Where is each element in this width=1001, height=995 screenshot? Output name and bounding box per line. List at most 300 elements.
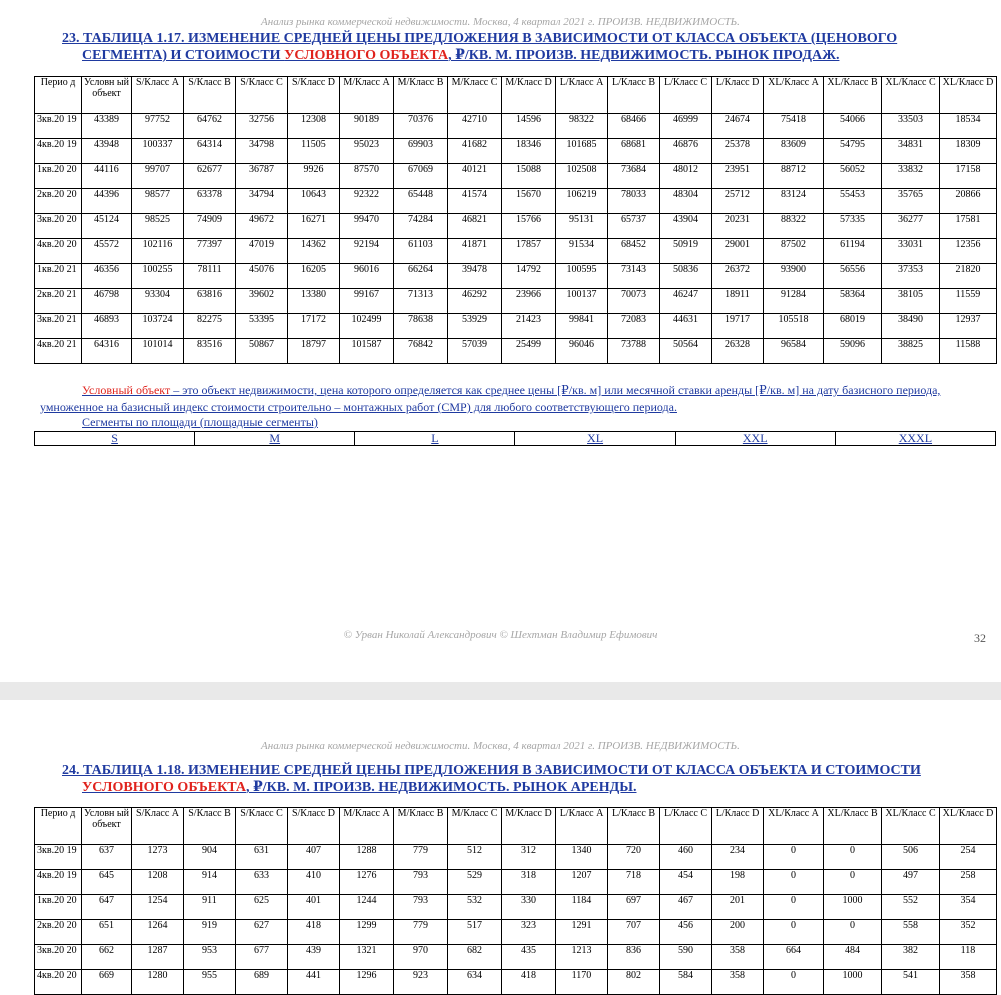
value-cell: 64314 [184,139,236,164]
value-cell: 68466 [608,114,660,139]
column-header: M/Класс B [394,808,448,845]
column-header: XL/Класс B [824,77,882,114]
page-number: 32 [974,631,986,645]
value-cell: 323 [502,920,556,945]
value-cell: 439 [288,945,340,970]
value-cell: 12356 [940,239,997,264]
value-cell: 91284 [764,289,824,314]
column-header: S/Класс A [132,77,184,114]
value-cell: 61103 [394,239,448,264]
value-cell: 64316 [82,339,132,364]
value-cell: 1276 [340,870,394,895]
title-part: , ₽/КВ. М. ПРОИЗВ. НЕДВИЖИМОСТЬ. РЫНОК ПРОДАЖ. [448,48,840,63]
running-header: Анализ рынка коммерческой недвижимости. Москва, 4 квартал 2021 г. ПРОИЗВ. НЕДВИЖИМОСТЬ. [261,740,740,752]
value-cell: 95131 [556,214,608,239]
value-cell: 1287 [132,945,184,970]
value-cell: 78033 [608,189,660,214]
value-cell: 904 [184,845,236,870]
value-cell: 87502 [764,239,824,264]
value-cell: 83124 [764,189,824,214]
value-cell: 83609 [764,139,824,164]
value-cell: 460 [660,845,712,870]
value-cell: 354 [940,895,997,920]
value-cell: 54066 [824,114,882,139]
value-cell: 42710 [448,114,502,139]
value-cell: 46821 [448,214,502,239]
value-cell: 71313 [394,289,448,314]
value-cell: 17581 [940,214,997,239]
value-cell: 258 [940,870,997,895]
value-cell: 57335 [824,214,882,239]
column-header: S/Класс C [236,77,288,114]
value-cell: 15670 [502,189,556,214]
value-cell: 99470 [340,214,394,239]
value-cell: 46247 [660,289,712,314]
segment-xxl[interactable]: XXL [675,432,835,446]
value-cell: 12937 [940,314,997,339]
value-cell: 26372 [712,264,764,289]
value-cell: 46999 [660,114,712,139]
value-cell: 32756 [236,114,288,139]
value-cell: 707 [608,920,660,945]
value-cell: 1280 [132,970,184,995]
value-cell: 552 [882,895,940,920]
table-row [35,139,997,164]
value-cell: 20866 [940,189,997,214]
column-header: XL/Класс C [882,77,940,114]
value-cell: 43948 [82,139,132,164]
value-cell: 43389 [82,114,132,139]
value-cell: 45124 [82,214,132,239]
segment-xl[interactable]: XL [515,432,675,446]
value-cell: 11559 [940,289,997,314]
value-cell: 100137 [556,289,608,314]
value-cell: 558 [882,920,940,945]
value-cell: 0 [824,845,882,870]
value-cell: 82275 [184,314,236,339]
value-cell: 74284 [394,214,448,239]
value-cell: 1207 [556,870,608,895]
value-cell: 101587 [340,339,394,364]
value-cell: 25499 [502,339,556,364]
value-cell: 15766 [502,214,556,239]
value-cell: 33031 [882,239,940,264]
column-header: L/Класс C [660,77,712,114]
column-header: L/Класс C [660,808,712,845]
period-cell: 2кв.20 20 [35,920,82,945]
value-cell: 330 [502,895,556,920]
value-cell: 33832 [882,164,940,189]
column-header: L/Класс B [608,808,660,845]
value-cell: 689 [236,970,288,995]
value-cell: 45572 [82,239,132,264]
table-row [35,239,997,264]
column-header: M/Класс C [448,77,502,114]
value-cell: 41871 [448,239,502,264]
value-cell: 36277 [882,214,940,239]
value-cell: 18346 [502,139,556,164]
note-text: – это объект недвижимости, цена которого определяется как среднее цены [₽/кв. м] или месячной ставки аренды [₽/кв. м] на дату базисного периода, умноженное на базисный индекс стоимости строительно – монтажных работ (СМР) для любого соответствующего периода. [40,383,941,414]
value-cell: 0 [764,920,824,945]
segment-m[interactable]: M [195,432,355,446]
value-cell: 682 [448,945,502,970]
column-header: Условн ый объект [82,808,132,845]
value-cell: 93304 [132,289,184,314]
value-cell: 15088 [502,164,556,189]
value-cell: 254 [940,845,997,870]
column-header: M/Класс A [340,808,394,845]
value-cell: 41574 [448,189,502,214]
column-header: XL/Класс A [764,808,824,845]
value-cell: 970 [394,945,448,970]
value-cell: 11588 [940,339,997,364]
value-cell: 17857 [502,239,556,264]
segments-table [34,431,996,446]
value-cell: 74909 [184,214,236,239]
value-cell: 1288 [340,845,394,870]
column-header: M/Класс D [502,808,556,845]
table-row [35,895,997,920]
segment-xxxl[interactable]: XXXL [835,432,995,446]
value-cell: 100595 [556,264,608,289]
value-cell: 46292 [448,289,502,314]
value-cell: 358 [940,970,997,995]
value-cell: 1184 [556,895,608,920]
value-cell: 1299 [340,920,394,945]
value-cell: 100337 [132,139,184,164]
value-cell: 454 [660,870,712,895]
segment-l[interactable]: L [355,432,515,446]
value-cell: 72083 [608,314,660,339]
value-cell: 38825 [882,339,940,364]
value-cell: 779 [394,845,448,870]
value-cell: 102508 [556,164,608,189]
value-cell: 633 [236,870,288,895]
value-cell: 37353 [882,264,940,289]
value-cell: 95023 [340,139,394,164]
segments-title: Сегменты по площади (площадные сегменты) [82,415,318,429]
value-cell: 70073 [608,289,660,314]
value-cell: 441 [288,970,340,995]
table-row [35,314,997,339]
value-cell: 105518 [764,314,824,339]
value-cell: 41682 [448,139,502,164]
value-cell: 56556 [824,264,882,289]
value-cell: 17158 [940,164,997,189]
value-cell: 1170 [556,970,608,995]
period-cell: 4кв.20 20 [35,970,82,995]
period-cell: 3кв.20 21 [35,314,82,339]
value-cell: 47019 [236,239,288,264]
value-cell: 407 [288,845,340,870]
value-cell: 1296 [340,970,394,995]
value-cell: 33503 [882,114,940,139]
column-header: L/Класс D [712,808,764,845]
value-cell: 39478 [448,264,502,289]
value-cell: 50564 [660,339,712,364]
value-cell: 584 [660,970,712,995]
column-header: Условн ый объект [82,77,132,114]
value-cell: 34798 [236,139,288,164]
sales-price-table [34,76,997,364]
table-row [35,870,997,895]
value-cell: 62677 [184,164,236,189]
value-cell: 718 [608,870,660,895]
value-cell: 1208 [132,870,184,895]
value-cell: 1340 [556,845,608,870]
value-cell: 73788 [608,339,660,364]
value-cell: 101685 [556,139,608,164]
table-title-1-line-2 [82,47,839,64]
value-cell: 625 [236,895,288,920]
value-cell: 517 [448,920,502,945]
value-cell: 201 [712,895,764,920]
value-cell: 352 [940,920,997,945]
value-cell: 38105 [882,289,940,314]
value-cell: 497 [882,870,940,895]
value-cell: 9926 [288,164,340,189]
value-cell: 1244 [340,895,394,920]
value-cell: 18797 [288,339,340,364]
column-header: L/Класс B [608,77,660,114]
value-cell: 529 [448,870,502,895]
value-cell: 541 [882,970,940,995]
value-cell: 63816 [184,289,236,314]
copyright-footer: © Урван Николай Александрович © Шехтман Владимир Ефимович [343,629,658,641]
value-cell: 14792 [502,264,556,289]
value-cell: 66264 [394,264,448,289]
value-cell: 12308 [288,114,340,139]
value-cell: 36787 [236,164,288,189]
table-row [35,114,997,139]
period-cell: 4кв.20 20 [35,239,82,264]
value-cell: 24674 [712,114,764,139]
value-cell: 0 [764,895,824,920]
value-cell: 634 [448,970,502,995]
value-cell: 54795 [824,139,882,164]
column-header: XL/Класс C [882,808,940,845]
period-cell: 1кв.20 20 [35,895,82,920]
value-cell: 10643 [288,189,340,214]
period-cell: 3кв.20 20 [35,945,82,970]
value-cell: 697 [608,895,660,920]
column-header: S/Класс C [236,808,288,845]
table-row [35,289,997,314]
value-cell: 76842 [394,339,448,364]
column-header: S/Класс B [184,77,236,114]
conditional-object-note [40,382,995,416]
table-row [35,214,997,239]
value-cell: 96016 [340,264,394,289]
value-cell: 50836 [660,264,712,289]
value-cell: 102499 [340,314,394,339]
column-header: S/Класс D [288,77,340,114]
column-header: S/Класс B [184,808,236,845]
period-cell: 1кв.20 20 [35,164,82,189]
value-cell: 46893 [82,314,132,339]
value-cell: 46356 [82,264,132,289]
value-cell: 914 [184,870,236,895]
value-cell: 25712 [712,189,764,214]
value-cell: 44396 [82,189,132,214]
value-cell: 919 [184,920,236,945]
period-cell: 1кв.20 21 [35,264,82,289]
period-cell: 3кв.20 20 [35,214,82,239]
value-cell: 802 [608,970,660,995]
value-cell: 1000 [824,895,882,920]
table-row [35,945,997,970]
column-header: XL/Класс B [824,808,882,845]
column-header: M/Класс A [340,77,394,114]
value-cell: 92194 [340,239,394,264]
value-cell: 34794 [236,189,288,214]
value-cell: 92322 [340,189,394,214]
value-cell: 0 [764,970,824,995]
value-cell: 16205 [288,264,340,289]
rent-price-table [34,807,997,995]
value-cell: 467 [660,895,712,920]
value-cell: 78111 [184,264,236,289]
value-cell: 96584 [764,339,824,364]
value-cell: 61194 [824,239,882,264]
value-cell: 70376 [394,114,448,139]
value-cell: 793 [394,895,448,920]
value-cell: 1000 [824,970,882,995]
title-highlight: УСЛОВНОГО ОБЪЕКТА [284,48,449,63]
column-header: M/Класс C [448,808,502,845]
value-cell: 627 [236,920,288,945]
value-cell: 103724 [132,314,184,339]
value-cell: 59096 [824,339,882,364]
value-cell: 312 [502,845,556,870]
value-cell: 14362 [288,239,340,264]
value-cell: 98322 [556,114,608,139]
value-cell: 0 [764,870,824,895]
value-cell: 401 [288,895,340,920]
value-cell: 78638 [394,314,448,339]
value-cell: 34831 [882,139,940,164]
value-cell: 23966 [502,289,556,314]
value-cell: 1321 [340,945,394,970]
value-cell: 65737 [608,214,660,239]
value-cell: 25378 [712,139,764,164]
value-cell: 68452 [608,239,660,264]
value-cell: 18309 [940,139,997,164]
table-row [35,845,997,870]
value-cell: 68681 [608,139,660,164]
value-cell: 50867 [236,339,288,364]
value-cell: 58364 [824,289,882,314]
value-cell: 77397 [184,239,236,264]
column-header: XL/Класс A [764,77,824,114]
column-header: XL/Класс D [940,77,997,114]
value-cell: 53395 [236,314,288,339]
value-cell: 590 [660,945,712,970]
value-cell: 48304 [660,189,712,214]
table-row [35,970,997,995]
value-cell: 93900 [764,264,824,289]
value-cell: 68019 [824,314,882,339]
table-row [35,264,997,289]
header-row [35,808,997,845]
value-cell: 506 [882,845,940,870]
value-cell: 101014 [132,339,184,364]
value-cell: 63378 [184,189,236,214]
column-header: L/Класс D [712,77,764,114]
value-cell: 57039 [448,339,502,364]
column-header: M/Класс B [394,77,448,114]
value-cell: 46876 [660,139,712,164]
value-cell: 88322 [764,214,824,239]
value-cell: 46798 [82,289,132,314]
value-cell: 99707 [132,164,184,189]
value-cell: 102116 [132,239,184,264]
running-header: Анализ рынка коммерческой недвижимости. Москва, 4 квартал 2021 г. ПРОИЗВ. НЕДВИЖИМОСТЬ. [261,16,740,28]
value-cell: 911 [184,895,236,920]
period-cell: 4кв.20 19 [35,870,82,895]
value-cell: 645 [82,870,132,895]
value-cell: 923 [394,970,448,995]
period-cell: 2кв.20 21 [35,289,82,314]
value-cell: 13380 [288,289,340,314]
value-cell: 18534 [940,114,997,139]
value-cell: 100255 [132,264,184,289]
value-cell: 38490 [882,314,940,339]
value-cell: 435 [502,945,556,970]
value-cell: 64762 [184,114,236,139]
segment-s[interactable]: S [35,432,195,446]
value-cell: 1264 [132,920,184,945]
value-cell: 456 [660,920,712,945]
value-cell: 73143 [608,264,660,289]
column-header: M/Класс D [502,77,556,114]
value-cell: 39602 [236,289,288,314]
column-header: S/Класс A [132,808,184,845]
value-cell: 55453 [824,189,882,214]
value-cell: 73684 [608,164,660,189]
value-cell: 21423 [502,314,556,339]
table-title-2-line-1: 24. ТАБЛИЦА 1.18. ИЗМЕНЕНИЕ СРЕДНЕЙ ЦЕНЫ ПРЕДЛОЖЕНИЯ В ЗАВИСИМОСТИ ОТ КЛАССА ОБЪЕКТА И СТОИМОСТИ [62,763,921,778]
value-cell: 87570 [340,164,394,189]
value-cell: 1213 [556,945,608,970]
value-cell: 651 [82,920,132,945]
value-cell: 75418 [764,114,824,139]
column-header: Перио д [35,808,82,845]
value-cell: 0 [824,920,882,945]
column-header: XL/Класс D [940,808,997,845]
period-cell: 3кв.20 19 [35,845,82,870]
value-cell: 669 [82,970,132,995]
value-cell: 99167 [340,289,394,314]
value-cell: 45076 [236,264,288,289]
value-cell: 23951 [712,164,764,189]
value-cell: 29001 [712,239,764,264]
table-row [35,189,997,214]
value-cell: 664 [764,945,824,970]
period-cell: 2кв.20 20 [35,189,82,214]
value-cell: 50919 [660,239,712,264]
value-cell: 98525 [132,214,184,239]
note-term: Условный объект [82,383,171,397]
table-row [35,920,997,945]
value-cell: 90189 [340,114,394,139]
value-cell: 65448 [394,189,448,214]
value-cell: 418 [288,920,340,945]
value-cell: 677 [236,945,288,970]
value-cell: 779 [394,920,448,945]
value-cell: 953 [184,945,236,970]
value-cell: 106219 [556,189,608,214]
